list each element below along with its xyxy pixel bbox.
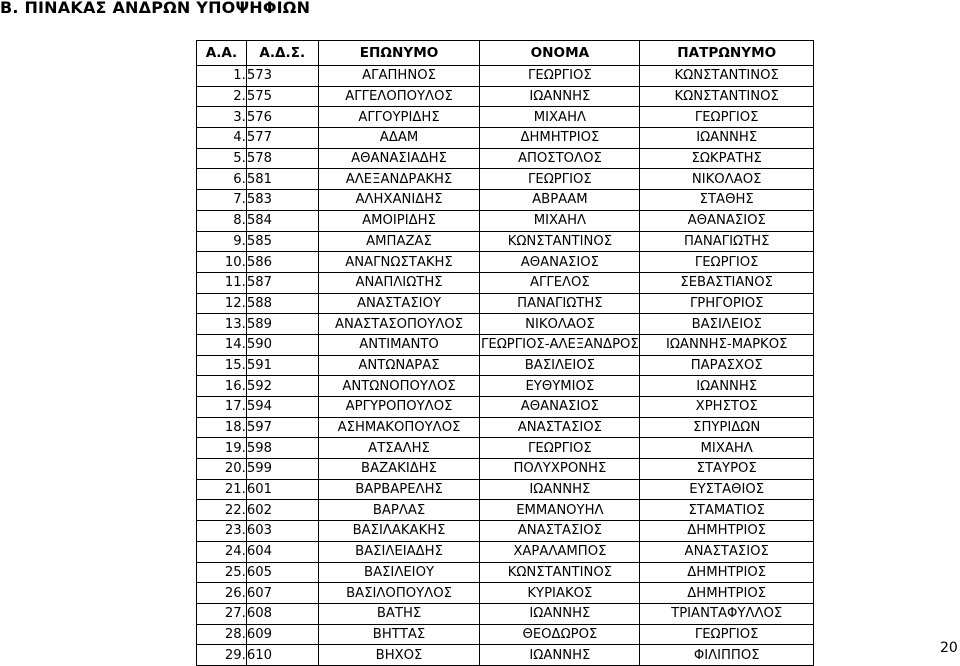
table-row	[197, 128, 814, 149]
table-row	[197, 66, 814, 87]
table-row	[197, 190, 814, 211]
cell-surname: ΒΑΡΛΑΣ	[318, 500, 480, 521]
cell-father-name: ΚΩΝΣΤΑΝΤΙΝΟΣ	[640, 66, 814, 87]
cell-surname: ΑΣΗΜΑΚΟΠΟΥΛΟΣ	[318, 417, 480, 438]
table-row	[197, 397, 814, 418]
cell-aa: 29.	[197, 645, 247, 666]
cell-aa: 21.	[197, 479, 247, 500]
cell-surname: ΑΝΤΩΝΟΠΟΥΛΟΣ	[318, 376, 480, 397]
cell-father-name: ΙΩΑΝΝΗΣ	[640, 376, 814, 397]
column-header-ads: Α.Δ.Σ.	[246, 41, 318, 66]
table-row	[197, 479, 814, 500]
cell-aa: 11.	[197, 272, 247, 293]
cell-aa: 17.	[197, 397, 247, 418]
table-body	[197, 66, 814, 666]
cell-surname: ΒΗΤΤΑΣ	[318, 624, 480, 645]
cell-ads: 598	[246, 438, 318, 459]
column-header-surname: ΕΠΩΝΥΜΟ	[318, 41, 480, 66]
cell-ads: 607	[246, 583, 318, 604]
cell-surname: ΒΑΣΙΛΕΙΟΥ	[318, 562, 480, 583]
cell-ads: 608	[246, 603, 318, 624]
cell-father-name: ΔΗΜΗΤΡΙΟΣ	[640, 583, 814, 604]
table-row	[197, 521, 814, 542]
cell-surname: ΒΑΤΗΣ	[318, 603, 480, 624]
cell-ads: 578	[246, 148, 318, 169]
cell-ads: 603	[246, 521, 318, 542]
cell-aa: 23.	[197, 521, 247, 542]
cell-aa: 2.	[197, 86, 247, 107]
table-row	[197, 355, 814, 376]
cell-aa: 28.	[197, 624, 247, 645]
table-row	[197, 86, 814, 107]
cell-aa: 3.	[197, 107, 247, 128]
cell-aa: 27.	[197, 603, 247, 624]
cell-surname: ΑΜΠΑΖΑΣ	[318, 231, 480, 252]
cell-father-name: ΒΑΣΙΛΕΙΟΣ	[640, 314, 814, 335]
cell-aa: 7.	[197, 190, 247, 211]
cell-ads: 586	[246, 252, 318, 273]
table-row	[197, 603, 814, 624]
cell-ads: 589	[246, 314, 318, 335]
cell-ads: 585	[246, 231, 318, 252]
cell-surname: ΑΜΟΙΡΙΔΗΣ	[318, 210, 480, 231]
cell-surname: ΑΓΓΟΥΡΙΔΗΣ	[318, 107, 480, 128]
cell-surname: ΑΘΑΝΑΣΙΑΔΗΣ	[318, 148, 480, 169]
table-row	[197, 293, 814, 314]
cell-first-name: ΑΓΓΕΛΟΣ	[480, 272, 640, 293]
table-header-row	[197, 41, 814, 66]
table-row	[197, 210, 814, 231]
cell-aa: 12.	[197, 293, 247, 314]
cell-surname: ΑΓΑΠΗΝΟΣ	[318, 66, 480, 87]
cell-ads: 599	[246, 459, 318, 480]
cell-aa: 16.	[197, 376, 247, 397]
cell-surname: ΒΗΧΟΣ	[318, 645, 480, 666]
cell-father-name: ΜΙΧΑΗΛ	[640, 438, 814, 459]
page-number: 20	[940, 640, 958, 656]
cell-first-name: ΓΕΩΡΓΙΟΣ	[480, 169, 640, 190]
cell-surname: ΒΑΣΙΛΟΠΟΥΛΟΣ	[318, 583, 480, 604]
cell-surname: ΑΔΑΜ	[318, 128, 480, 149]
cell-surname: ΑΝΑΣΤΑΣΙΟΥ	[318, 293, 480, 314]
table-row	[197, 252, 814, 273]
cell-father-name: ΔΗΜΗΤΡΙΟΣ	[640, 562, 814, 583]
cell-surname: ΑΛΕΞΑΝΔΡΑΚΗΣ	[318, 169, 480, 190]
cell-aa: 24.	[197, 541, 247, 562]
cell-ads: 604	[246, 541, 318, 562]
cell-surname: ΑΝΑΠΛΙΩΤΗΣ	[318, 272, 480, 293]
cell-aa: 13.	[197, 314, 247, 335]
cell-surname: ΑΝΤΩΝΑΡΑΣ	[318, 355, 480, 376]
cell-first-name: ΑΝΑΣΤΑΣΙΟΣ	[480, 417, 640, 438]
cell-aa: 26.	[197, 583, 247, 604]
page-title: B. ΠΙΝΑΚΑΣ ΑΝΔΡΩΝ ΥΠΟΨΗΦΙΩΝ	[0, 0, 311, 17]
candidates-table	[196, 40, 814, 666]
cell-ads: 609	[246, 624, 318, 645]
column-header-aa: Α.Α.	[197, 41, 247, 66]
table-row	[197, 334, 814, 355]
cell-father-name: ΓΕΩΡΓΙΟΣ	[640, 107, 814, 128]
table-row	[197, 314, 814, 335]
cell-father-name: ΣΤΑΥΡΟΣ	[640, 459, 814, 480]
cell-father-name: ΣΠΥΡΙΔΩΝ	[640, 417, 814, 438]
cell-ads: 602	[246, 500, 318, 521]
cell-ads: 584	[246, 210, 318, 231]
cell-ads: 592	[246, 376, 318, 397]
cell-ads: 573	[246, 66, 318, 87]
cell-first-name: ΚΩΝΣΤΑΝΤΙΝΟΣ	[480, 231, 640, 252]
cell-father-name: ΣΤΑΜΑΤΙΟΣ	[640, 500, 814, 521]
cell-first-name: ΜΙΧΑΗΛ	[480, 210, 640, 231]
cell-surname: ΒΑΡΒΑΡΕΛΗΣ	[318, 479, 480, 500]
table-row	[197, 459, 814, 480]
cell-aa: 6.	[197, 169, 247, 190]
cell-first-name: ΙΩΑΝΝΗΣ	[480, 86, 640, 107]
cell-aa: 14.	[197, 334, 247, 355]
table-row	[197, 624, 814, 645]
cell-father-name: ΠΑΝΑΓΙΩΤΗΣ	[640, 231, 814, 252]
table-row	[197, 500, 814, 521]
cell-first-name: ΜΙΧΑΗΛ	[480, 107, 640, 128]
cell-surname: ΑΛΗΧΑΝΙΔΗΣ	[318, 190, 480, 211]
column-header-father-name: ΠΑΤΡΩΝΥΜΟ	[640, 41, 814, 66]
cell-ads: 590	[246, 334, 318, 355]
cell-ads: 591	[246, 355, 318, 376]
cell-father-name: ΕΥΣΤΑΘΙΟΣ	[640, 479, 814, 500]
table-row	[197, 272, 814, 293]
table-row	[197, 107, 814, 128]
cell-ads: 587	[246, 272, 318, 293]
table-row	[197, 231, 814, 252]
table-row	[197, 438, 814, 459]
cell-father-name: ΤΡΙΑΝΤΑΦΥΛΛΟΣ	[640, 603, 814, 624]
cell-aa: 22.	[197, 500, 247, 521]
column-header-first-name: ΟΝΟΜΑ	[480, 41, 640, 66]
cell-aa: 19.	[197, 438, 247, 459]
cell-ads: 577	[246, 128, 318, 149]
cell-ads: 576	[246, 107, 318, 128]
cell-father-name: ΔΗΜΗΤΡΙΟΣ	[640, 521, 814, 542]
cell-father-name: ΓΕΩΡΓΙΟΣ	[640, 252, 814, 273]
cell-surname: ΑΡΓΥΡΟΠΟΥΛΟΣ	[318, 397, 480, 418]
cell-aa: 15.	[197, 355, 247, 376]
cell-surname: ΑΤΣΑΛΗΣ	[318, 438, 480, 459]
table-row	[197, 583, 814, 604]
cell-aa: 20.	[197, 459, 247, 480]
cell-first-name: ΠΟΛΥΧΡΟΝΗΣ	[480, 459, 640, 480]
cell-first-name: ΙΩΑΝΝΗΣ	[480, 603, 640, 624]
cell-father-name: ΦΙΛΙΠΠΟΣ	[640, 645, 814, 666]
cell-father-name: ΣΩΚΡΑΤΗΣ	[640, 148, 814, 169]
cell-surname: ΒΑΣΙΛΑΚΑΚΗΣ	[318, 521, 480, 542]
cell-ads: 605	[246, 562, 318, 583]
cell-first-name: ΚΥΡΙΑΚΟΣ	[480, 583, 640, 604]
cell-first-name: ΙΩΑΝΝΗΣ	[480, 645, 640, 666]
cell-first-name: ΧΑΡΑΛΑΜΠΟΣ	[480, 541, 640, 562]
cell-ads: 583	[246, 190, 318, 211]
cell-ads: 601	[246, 479, 318, 500]
cell-first-name: ΓΕΩΡΓΙΟΣ	[480, 66, 640, 87]
cell-aa: 4.	[197, 128, 247, 149]
cell-ads: 575	[246, 86, 318, 107]
table-row	[197, 541, 814, 562]
cell-father-name: ΠΑΡΑΣΧΟΣ	[640, 355, 814, 376]
cell-father-name: ΣΤΑΘΗΣ	[640, 190, 814, 211]
cell-father-name: ΙΩΑΝΝΗΣ	[640, 128, 814, 149]
cell-first-name: ΒΑΣΙΛΕΙΟΣ	[480, 355, 640, 376]
cell-aa: 9.	[197, 231, 247, 252]
table-row	[197, 148, 814, 169]
cell-first-name: ΔΗΜΗΤΡΙΟΣ	[480, 128, 640, 149]
cell-first-name: ΑΠΟΣΤΟΛΟΣ	[480, 148, 640, 169]
cell-aa: 10.	[197, 252, 247, 273]
cell-father-name: ΣΕΒΑΣΤΙΑΝΟΣ	[640, 272, 814, 293]
cell-father-name: ΚΩΝΣΤΑΝΤΙΝΟΣ	[640, 86, 814, 107]
cell-first-name: ΓΕΩΡΓΙΟΣ	[480, 438, 640, 459]
cell-ads: 610	[246, 645, 318, 666]
table-row	[197, 562, 814, 583]
cell-ads: 581	[246, 169, 318, 190]
cell-surname: ΒΑΣΙΛΕΙΑΔΗΣ	[318, 541, 480, 562]
cell-father-name: ΑΘΑΝΑΣΙΟΣ	[640, 210, 814, 231]
cell-father-name: ΓΡΗΓΟΡΙΟΣ	[640, 293, 814, 314]
cell-father-name: ΝΙΚΟΛΑΟΣ	[640, 169, 814, 190]
cell-surname: ΑΝΑΓΝΩΣΤΑΚΗΣ	[318, 252, 480, 273]
cell-first-name: ΑΘΑΝΑΣΙΟΣ	[480, 252, 640, 273]
cell-aa: 1.	[197, 66, 247, 87]
cell-first-name: ΑΘΑΝΑΣΙΟΣ	[480, 397, 640, 418]
cell-surname: ΑΝΑΣΤΑΣΟΠΟΥΛΟΣ	[318, 314, 480, 335]
cell-first-name: ΠΑΝΑΓΙΩΤΗΣ	[480, 293, 640, 314]
cell-first-name: ΓΕΩΡΓΙΟΣ-ΑΛΕΞΑΝΔΡΟΣ	[480, 334, 640, 355]
cell-aa: 25.	[197, 562, 247, 583]
cell-surname: ΑΝΤΙΜΑΝΤΟ	[318, 334, 480, 355]
cell-first-name: ΕΜΜΑΝΟΥΗΛ	[480, 500, 640, 521]
table-row	[197, 417, 814, 438]
cell-aa: 18.	[197, 417, 247, 438]
cell-surname: ΒΑΖΑΚΙΔΗΣ	[318, 459, 480, 480]
cell-father-name: ΧΡΗΣΤΟΣ	[640, 397, 814, 418]
cell-father-name: ΑΝΑΣΤΑΣΙΟΣ	[640, 541, 814, 562]
cell-first-name: ΘΕΟΔΩΡΟΣ	[480, 624, 640, 645]
cell-aa: 8.	[197, 210, 247, 231]
cell-ads: 594	[246, 397, 318, 418]
cell-father-name: ΙΩΑΝΝΗΣ-ΜΑΡΚΟΣ	[640, 334, 814, 355]
cell-father-name: ΓΕΩΡΓΙΟΣ	[640, 624, 814, 645]
cell-first-name: ΝΙΚΟΛΑΟΣ	[480, 314, 640, 335]
cell-ads: 597	[246, 417, 318, 438]
cell-ads: 588	[246, 293, 318, 314]
table-row	[197, 645, 814, 666]
cell-aa: 5.	[197, 148, 247, 169]
table-row	[197, 376, 814, 397]
cell-surname: ΑΓΓΕΛΟΠΟΥΛΟΣ	[318, 86, 480, 107]
cell-first-name: ΚΩΝΣΤΑΝΤΙΝΟΣ	[480, 562, 640, 583]
cell-first-name: ΕΥΘΥΜΙΟΣ	[480, 376, 640, 397]
cell-first-name: ΙΩΑΝΝΗΣ	[480, 479, 640, 500]
cell-first-name: ΑΝΑΣΤΑΣΙΟΣ	[480, 521, 640, 542]
cell-first-name: ΑΒΡΑΑΜ	[480, 190, 640, 211]
table-row	[197, 169, 814, 190]
